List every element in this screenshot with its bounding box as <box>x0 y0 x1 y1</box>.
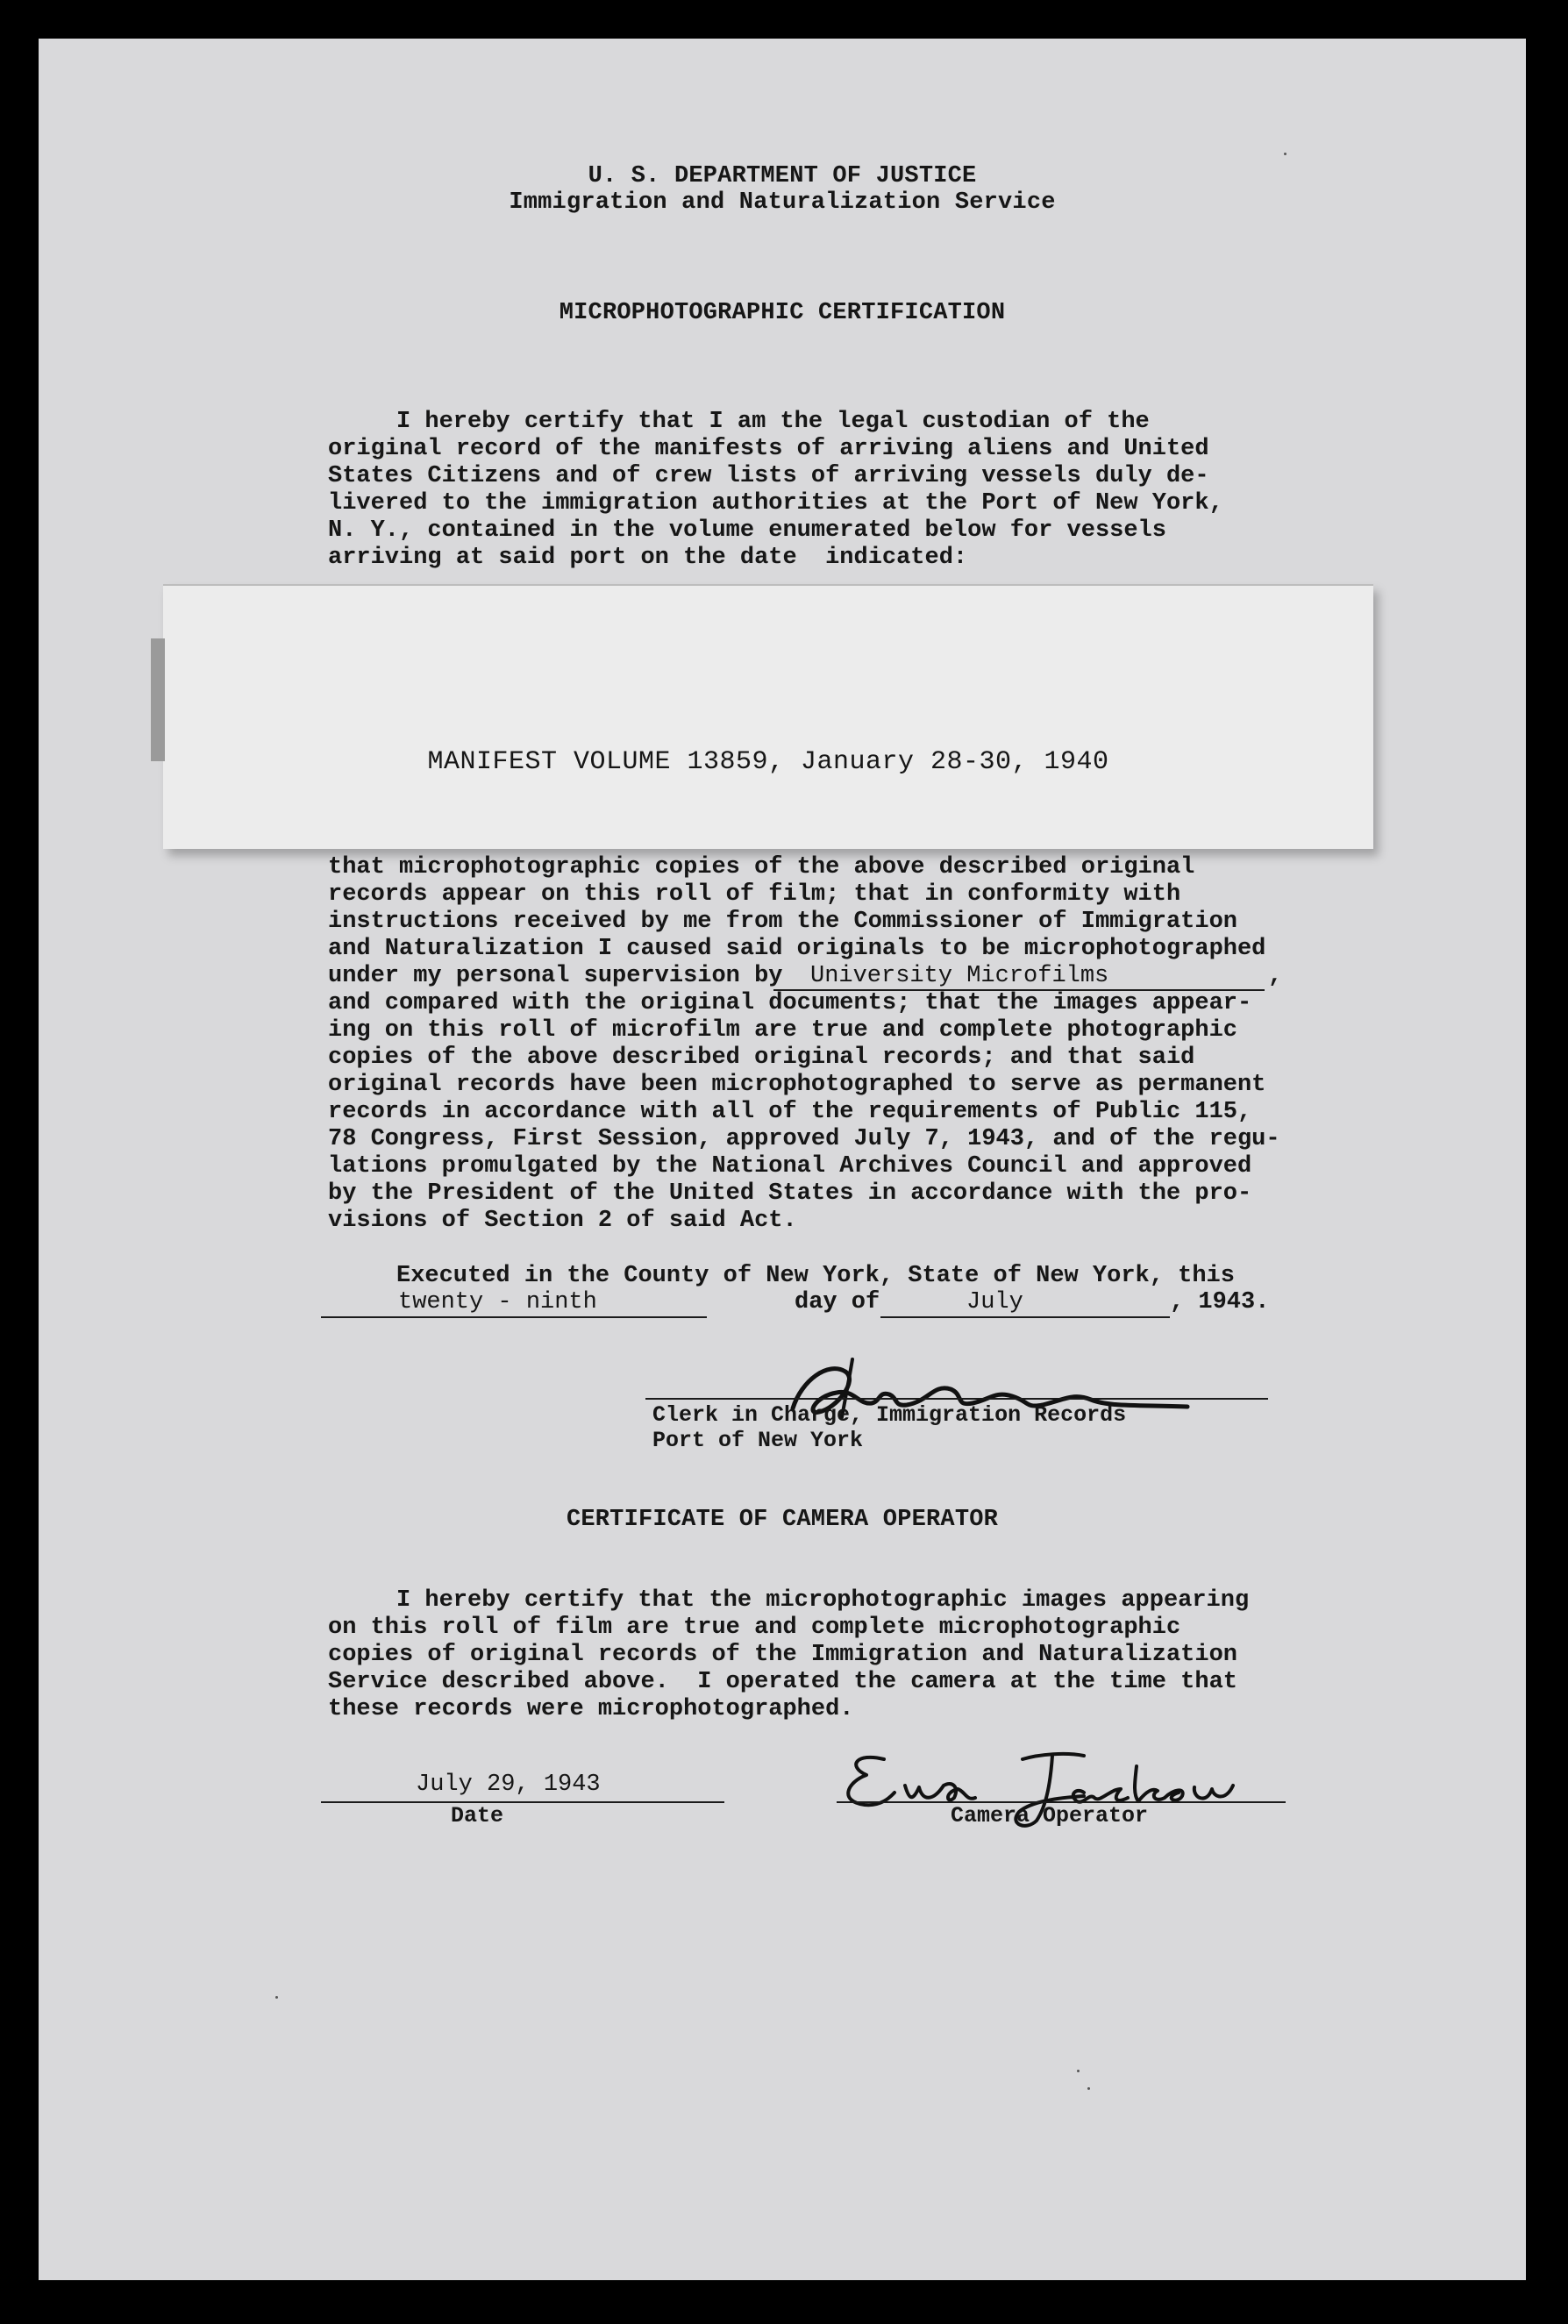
camera-line: Service described above. I operated the camera at the time that <box>328 1669 1237 1695</box>
camera-line: these records were microphotographed. <box>328 1696 854 1722</box>
camera-certificate-title: CERTIFICATE OF CAMERA OPERATOR <box>566 1507 999 1533</box>
intro-line: arriving at said port on the date indicated: <box>328 545 968 571</box>
body-line: copies of the above described original records; and that said <box>328 1044 1195 1071</box>
body-line: visions of Section 2 of said Act. <box>328 1208 797 1234</box>
paper-speck <box>1284 153 1286 155</box>
paper-speck <box>1087 2087 1090 2090</box>
body-line: lations promulgated by the National Archives Council and approved <box>328 1153 1252 1180</box>
clerk-signature-line <box>645 1398 1268 1400</box>
clerk-port: Port of New York <box>652 1428 864 1453</box>
body-line: records appear on this roll of film; that in conformity with <box>328 881 1181 908</box>
paper-speck <box>1077 2070 1080 2072</box>
department-heading: U. S. DEPARTMENT OF JUSTICE <box>588 163 977 189</box>
year-text: , 1943. <box>1170 1289 1270 1315</box>
body-line: and compared with the original documents; that the images appear- <box>328 990 1252 1016</box>
intro-line: N. Y., contained in the volume enumerated below for vessels <box>328 517 1166 544</box>
date-label: Date <box>451 1803 504 1829</box>
body-line: instructions received by me from the Commissioner of Immigration <box>328 909 1237 935</box>
body-line: that microphotographic copies of the above described original <box>328 854 1195 880</box>
intro-line: original record of the manifests of arriving aliens and United <box>328 436 1209 462</box>
supervisor-comma: , <box>1268 963 1283 989</box>
body-line: by the President of the United States in accordance with the pro- <box>328 1180 1252 1207</box>
body-line: original records have been microphotographed to serve as permanent <box>328 1072 1266 1098</box>
day-blank-line <box>321 1316 707 1318</box>
certification-title: MICROPHOTOGRAPHIC CERTIFICATION <box>559 300 1006 326</box>
clerk-title: Clerk in Charge, Immigration Records <box>652 1402 1127 1428</box>
body-line: under my personal supervision by <box>328 963 783 989</box>
executed-line: Executed in the County of New York, State of New York, this <box>396 1263 1235 1289</box>
body-line: 78 Congress, First Session, approved July 7, 1943, and of the regu- <box>328 1126 1280 1152</box>
date-line <box>321 1801 724 1803</box>
paper-speck <box>275 1996 278 1999</box>
body-line: records in accordance with all of the requirements of Public 115, <box>328 1099 1252 1125</box>
day-of-label: day of <box>795 1289 880 1315</box>
manifest-volume-text: MANIFEST VOLUME 13859, January 28-30, 1940 <box>427 747 1109 777</box>
camera-line: on this roll of film are true and complete microphotographic <box>328 1615 1181 1641</box>
month-blank-line <box>880 1316 1170 1318</box>
manifest-volume-strip <box>163 584 1373 849</box>
camera-line: copies of original records of the Immigration and Naturalization <box>328 1642 1237 1668</box>
supervisor-fill: University Microfilms <box>810 963 1109 989</box>
service-heading: Immigration and Naturalization Service <box>509 189 1056 216</box>
intro-line: I hereby certify that I am the legal custodian of the <box>396 409 1150 435</box>
camera-line: I hereby certify that the microphotographic images appearing <box>396 1587 1250 1614</box>
certificate-page <box>39 39 1526 2280</box>
camera-operator-label: Camera Operator <box>951 1803 1149 1829</box>
intro-line: livered to the immigration authorities at the Port of New York, <box>328 490 1223 517</box>
month-fill: July <box>966 1289 1023 1315</box>
body-line: ing on this roll of microfilm are true and complete photographic <box>328 1017 1237 1044</box>
operator-date-value: July 29, 1943 <box>416 1772 601 1798</box>
day-fill: twenty - ninth <box>398 1289 597 1315</box>
body-line: and Naturalization I caused said originals to be microphotographed <box>328 936 1266 962</box>
intro-line: States Citizens and of crew lists of arriving vessels duly de- <box>328 463 1209 489</box>
